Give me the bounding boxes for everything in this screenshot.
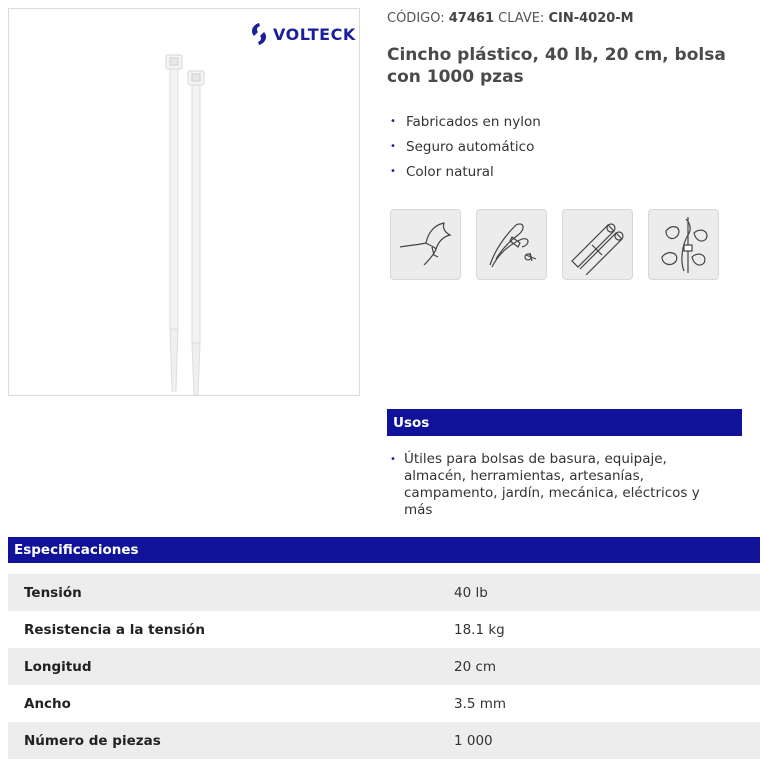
table-row — [8, 722, 760, 759]
feature-item: • Color natural — [390, 163, 541, 188]
spec-value: 1 000 — [454, 732, 493, 749]
product-image — [8, 8, 360, 396]
spec-value: 40 lb — [454, 584, 488, 601]
spec-label: Ancho — [24, 695, 71, 712]
code-label: CÓDIGO: — [387, 11, 445, 26]
table-row — [8, 685, 760, 722]
spec-value: 20 cm — [454, 658, 497, 675]
product-code-line — [387, 11, 634, 26]
product-key: CIN-4020-M — [548, 11, 634, 26]
spec-value: 18.1 kg — [454, 621, 505, 638]
feature-item: • Fabricados en nylon — [390, 113, 541, 138]
table-row — [8, 648, 760, 685]
spec-label: Número de piezas — [24, 732, 161, 749]
cable-ties-photo — [9, 9, 361, 397]
product-code: 47461 — [448, 11, 494, 26]
table-row — [8, 611, 760, 648]
spec-label: Resistencia a la tensión — [24, 621, 205, 638]
table-row — [8, 574, 760, 611]
brand-name: VOLTECK — [273, 24, 356, 44]
use-icons — [390, 209, 719, 280]
pipes-bundle-icon — [562, 209, 633, 280]
spec-label: Longitud — [24, 658, 92, 675]
key-label: CLAVE: — [498, 11, 545, 26]
feature-item: • Seguro automático — [390, 138, 541, 163]
cable-tie-icon — [476, 209, 547, 280]
feature-list — [390, 113, 541, 188]
specs-header: Especificaciones — [8, 537, 760, 563]
specs-table — [8, 574, 760, 759]
bag-tie-icon — [390, 209, 461, 280]
spec-value: 3.5 mm — [454, 695, 507, 712]
usos-item: • Útiles para bolsas de basura, equipaje, almacén, herramientas, artesanías, campamento, jardín, mecánica, eléctricos y más — [390, 451, 730, 519]
spec-label: Tensión — [24, 584, 82, 601]
product-title: Cincho plástico, 40 lb, 20 cm, bolsa con 1000 pzas — [387, 45, 726, 87]
usos-header: Usos — [387, 409, 742, 436]
plant-tie-icon — [648, 209, 719, 280]
